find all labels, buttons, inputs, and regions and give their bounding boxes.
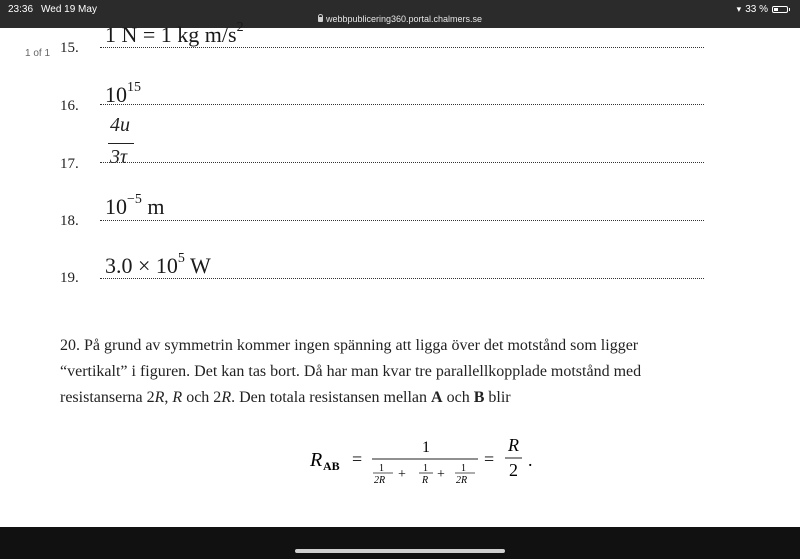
answer-line [100,278,704,279]
answer-value-text: 3.0 × 10 [105,253,178,278]
answer-value-text: 10 [105,194,127,219]
text-run: och 2 [182,389,222,406]
eq-t2-den: R [422,475,429,486]
answer-line [100,162,704,163]
eq-lhs-sub: AB [323,459,340,473]
eq-rhs-num: R [508,435,519,455]
bottom-bar [0,527,800,559]
eq-equals-1: = [352,449,363,469]
paragraph-line-1: 20. På grund av symmetrin kommer ingen spänning att ligga över det motstånd som ligger [60,337,639,354]
equation-svg [310,432,560,492]
math-var: R [172,389,183,406]
answer-line [100,104,704,105]
text-run: , [164,389,173,406]
eq-rhs-den: 2 [509,460,518,480]
resistance-equation [310,432,560,498]
eq-t2-num: 1 [423,463,428,474]
lock-icon [318,17,323,22]
math-var: R [221,389,232,406]
answer-value [105,22,244,48]
answer-value-text: 10 [105,82,127,107]
eq-t1-num: 1 [379,463,384,474]
paragraph-line-2: “vertikalt” i figuren. Det kan tas bort. Då har man kvar tre parallellkopplade motstånd med [60,363,642,380]
answer-number: 17. [60,156,79,172]
answer-value [105,194,165,220]
answer-sup: 15 [127,80,141,95]
math-var: R [154,389,165,406]
fraction-denominator: 3τ [110,146,128,168]
answer-sup: −5 [127,192,142,207]
answer-sup: 5 [177,251,185,266]
answer-value-text: 1 N = 1 kg m/s [105,22,237,47]
battery-text: 33 % [745,4,768,15]
eq-lhs: R [310,449,323,471]
answer-unit: W [184,253,211,278]
answer-number: 19. [60,270,79,286]
eq-equals-2: = [484,449,495,469]
text-run: . Den totala resistansen mellan [231,389,432,406]
eq-plus-2: + [437,467,445,482]
battery-tip [789,8,790,11]
battery-level [774,8,778,11]
battery-icon [772,6,788,13]
answer-number: 18. [60,213,79,229]
answer-line [100,47,704,48]
text-run: resistanserna 2 [60,389,155,406]
text-run: och [442,389,474,406]
eq-t1-den: 2R [374,475,386,486]
url-text: webbpublicering360.portal.chalmers.se [325,14,483,24]
status-date: Wed 19 May [41,4,97,15]
eq-t3-den: 2R [456,475,468,486]
answer-line [100,220,704,221]
node-label: B [473,389,485,406]
status-time: 23:36 [8,4,34,15]
wifi-icon: ▾ [736,4,742,14]
answer-number: 15. [60,40,79,56]
fraction-bar [108,143,134,144]
text-run: blir [484,389,511,406]
page-indicator: 1 of 1 [25,48,51,59]
status-right [737,4,790,15]
fraction-numerator: 4u [110,114,130,136]
eq-plus-1: + [398,467,406,482]
answer-sup: 2 [236,20,244,35]
paragraph-line-3 [60,385,790,411]
solution-paragraph [60,333,790,411]
eq-t3-num: 1 [461,463,466,474]
eq-period: . [528,450,533,470]
answer-number: 16. [60,98,79,114]
answer-value [105,253,211,279]
answer-unit: m [141,194,165,219]
home-indicator[interactable] [295,549,505,553]
node-label: A [431,389,443,406]
eq-numerator: 1 [422,439,430,456]
